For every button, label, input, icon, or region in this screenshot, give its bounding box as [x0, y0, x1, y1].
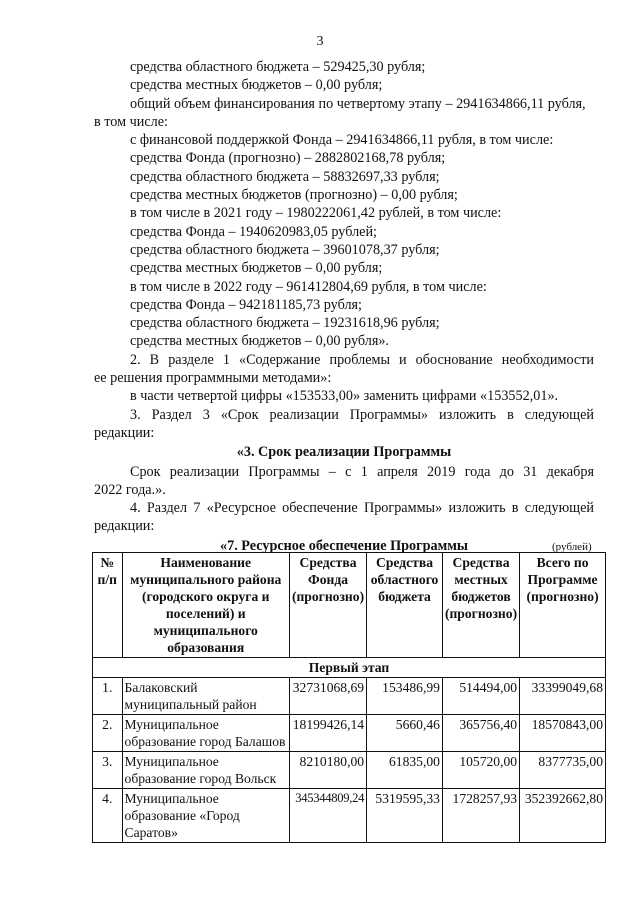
- text-line: средства Фонда – 1940620983,05 рублей;: [130, 223, 377, 240]
- local-amount: 514494,00: [442, 678, 519, 715]
- total-amount: 18570843,00: [520, 715, 606, 752]
- column-header: Средства Фонда (прогнозно): [289, 553, 366, 658]
- table-row: [93, 789, 606, 843]
- row-index: 2.: [93, 715, 123, 752]
- regional-amount: 5660,46: [367, 715, 443, 752]
- text-line: средства местных бюджетов – 0,00 рубля».: [130, 333, 389, 350]
- text-line: 4. Раздел 7 «Ресурсное обеспечение Программы» изложить в следующей: [130, 500, 594, 517]
- row-index: 4.: [93, 789, 123, 843]
- local-amount: 1728257,93: [442, 789, 519, 843]
- column-header: Всего по Программе (прогнозно): [520, 553, 606, 658]
- text-line: в том числе в 2021 году – 1980222061,42 рублей, в том числе:: [130, 205, 502, 222]
- text-line: средства областного бюджета – 58832697,33 рубля;: [130, 168, 440, 185]
- total-amount: 352392662,80: [520, 789, 606, 843]
- text-line: средства местных бюджетов – 0,00 рубля;: [130, 260, 383, 277]
- table-row: [93, 715, 606, 752]
- text-line: с финансовой поддержкой Фонда – 2941634866,11 рубля, в том числе:: [130, 132, 554, 149]
- text-line: Срок реализации Программы – с 1 апреля 2019 года до 31 декабря: [130, 463, 594, 480]
- text-line: в том числе в 2022 году – 961412804,69 рубля, в том числе:: [130, 278, 487, 295]
- column-header: Наименование муниципального района (городского округа и поселений) и муниципального образования: [122, 553, 289, 658]
- text-line: в части четвертой цифры «153533,00» заменить цифрами «153552,01».: [130, 388, 559, 405]
- page-number: 3: [316, 34, 324, 49]
- text-line: средства местных бюджетов – 0,00 рубля;: [130, 77, 383, 94]
- text-line: 3. Раздел 3 «Срок реализации Программы» изложить в следующей: [130, 406, 594, 423]
- section-heading: «7. Ресурсное обеспечение Программы: [220, 537, 468, 554]
- document-body: [94, 58, 594, 556]
- column-header: Средства областного бюджета: [367, 553, 443, 658]
- fund-amount: 345344809,24: [289, 789, 366, 843]
- text-line: редакции:: [94, 518, 155, 535]
- text-line: средства Фонда (прогнозно) – 2882802168,78 рубля;: [130, 150, 446, 167]
- local-amount: 365756,40: [442, 715, 519, 752]
- total-amount: 8377735,00: [520, 752, 606, 789]
- fund-amount: 18199426,14: [289, 715, 366, 752]
- resource-table: [92, 552, 606, 843]
- total-amount: 33399049,68: [520, 678, 606, 715]
- municipality-name: Муниципальное образование «Город Саратов»: [122, 789, 289, 843]
- row-index: 1.: [93, 678, 123, 715]
- table-row: [93, 678, 606, 715]
- local-amount: 105720,00: [442, 752, 519, 789]
- text-line: средства местных бюджетов (прогнозно) – 0,00 рубля;: [130, 187, 458, 204]
- municipality-name: Балаковский муниципальный район: [122, 678, 289, 715]
- text-line: 2. В разделе 1 «Содержание проблемы и обоснование необходимости: [130, 351, 594, 368]
- text-line: ее решения программными методами»:: [94, 370, 332, 387]
- row-index: 3.: [93, 752, 123, 789]
- text-line: средства областного бюджета – 39601078,37 рубля;: [130, 241, 440, 258]
- unit-note: (рублей): [552, 541, 592, 553]
- stage-label: Первый этап: [93, 658, 606, 678]
- column-header: № п/п: [93, 553, 123, 658]
- text-line: общий объем финансирования по четвертому этапу – 2941634866,11 рубля,: [130, 95, 586, 112]
- text-line: средства областного бюджета – 529425,30 рубля;: [130, 59, 426, 75]
- table-row: [93, 752, 606, 789]
- municipality-name: Муниципальное образование город Балашов: [122, 715, 289, 752]
- table-header-row: [93, 553, 606, 658]
- regional-amount: 61835,00: [367, 752, 443, 789]
- text-line: средства областного бюджета – 19231618,96 рубля;: [130, 315, 440, 332]
- text-line: в том числе:: [94, 113, 168, 130]
- stage-row: [93, 658, 606, 678]
- municipality-name: Муниципальное образование город Вольск: [122, 752, 289, 789]
- regional-amount: 5319595,33: [367, 789, 443, 843]
- text-line: средства Фонда – 942181185,73 рубля;: [130, 296, 362, 313]
- fund-amount: 8210180,00: [289, 752, 366, 789]
- fund-amount: 32731068,69: [289, 678, 366, 715]
- section-heading: «3. Срок реализации Программы: [236, 444, 452, 461]
- text-line: 2022 года.».: [94, 481, 166, 498]
- text-line: редакции:: [94, 424, 155, 441]
- regional-amount: 153486,99: [367, 678, 443, 715]
- column-header: Средства местных бюджетов (прогнозно): [442, 553, 519, 658]
